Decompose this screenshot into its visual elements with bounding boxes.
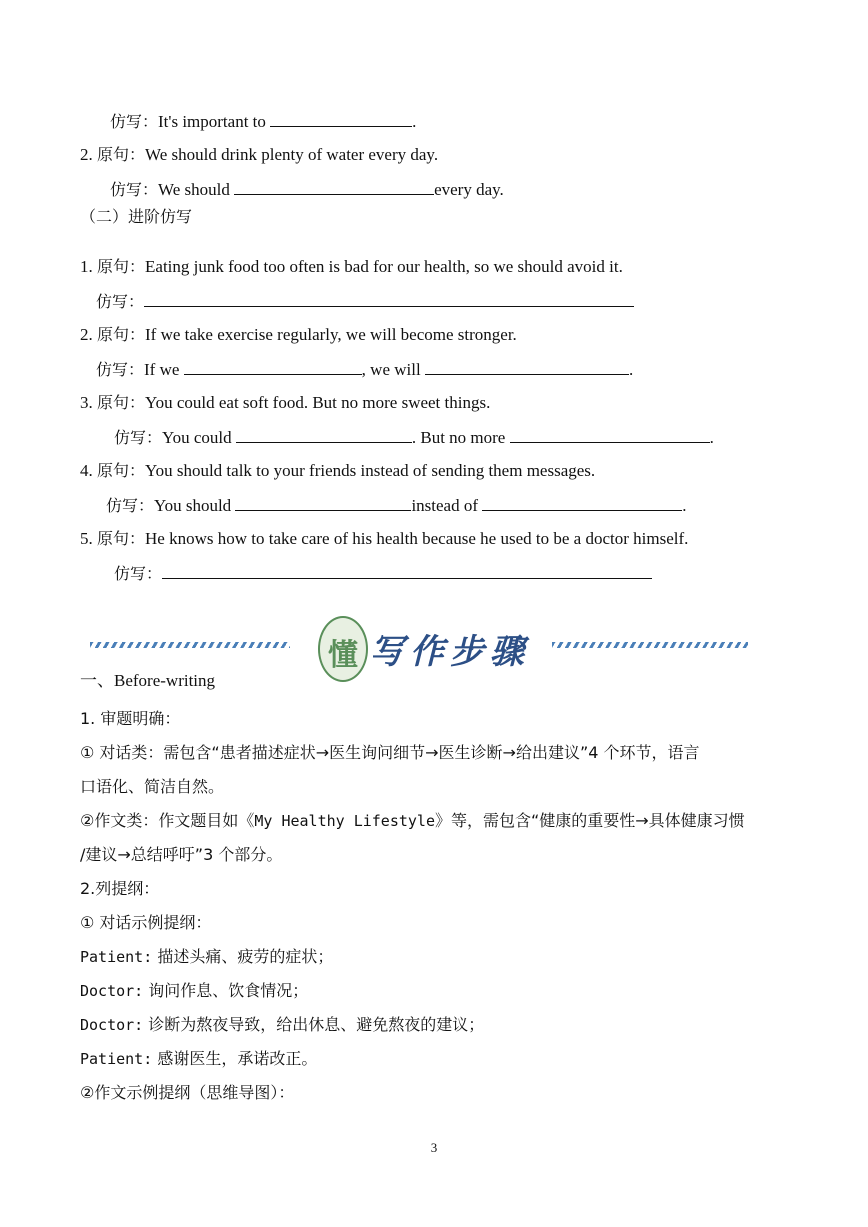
answer-blank[interactable]	[234, 178, 434, 195]
answer-blank[interactable]	[270, 110, 412, 127]
essay-requirement: ②作文类：作文题目如《My Healthy Lifestyle》等，需包含“健康的重要性→具体健康习惯	[80, 811, 745, 830]
imitation-row: 仿写：We should every day.	[110, 180, 504, 199]
answer-blank[interactable]	[235, 494, 411, 511]
page-number: 3	[430, 1140, 438, 1155]
answer-blank[interactable]	[482, 494, 682, 511]
original-sentence: 1. 原句：Eating junk food too often is bad for our health, so we should avoid it.	[80, 257, 623, 276]
dialogue-outline-heading: ① 对话示例提纲：	[80, 913, 212, 932]
answer-blank[interactable]	[162, 562, 652, 579]
outline-line: Doctor: 询问作息、饮食情况；	[80, 981, 309, 1000]
imitation-row: 仿写：You should instead of .	[106, 496, 687, 515]
banner-badge	[318, 616, 368, 682]
badge-char: 懂	[328, 638, 358, 673]
banner-title: 写作步骤	[370, 632, 530, 672]
dialogue-requirement: ① 对话类：需包含“患者描述症状→医生询问细节→医生诊断→给出建议”4 个环节，语言	[80, 743, 700, 762]
original-sentence: 2. 原句：If we take exercise regularly, we will become stronger.	[80, 325, 517, 344]
original-sentence: 2. 原句：We should drink plenty of water every day.	[80, 145, 439, 164]
imitation-row: 仿写：	[96, 290, 634, 313]
essay-outline-heading: ②作文示例提纲（思维导图）：	[80, 1083, 295, 1102]
original-sentence: 4. 原句：You should talk to your friends instead of sending them messages.	[80, 461, 596, 480]
answer-blank[interactable]	[236, 426, 412, 443]
banner-stripe-right	[552, 642, 748, 648]
banner-stripe-left	[90, 642, 290, 648]
answer-blank[interactable]	[184, 358, 362, 375]
step-1: 1. 审题明确：	[80, 709, 181, 728]
outline-line: Doctor: 诊断为熬夜导致，给出休息、避免熬夜的建议；	[80, 1015, 485, 1034]
answer-blank[interactable]	[425, 358, 629, 375]
dialogue-requirement-cont: 口语化、简洁自然。	[80, 777, 225, 796]
step-2: 2.列提纲：	[80, 879, 160, 898]
essay-requirement-cont: /建议→总结呼吁”3 个部分。	[80, 845, 283, 864]
original-sentence: 5. 原句：He knows how to take care of his health because he used to be a doctor himself.	[80, 529, 689, 548]
imitation-row: 仿写：You could . But no more .	[114, 428, 714, 447]
original-sentence: 3. 原句：You could eat soft food. But no more sweet things.	[80, 393, 491, 412]
imitation-row: 仿写：	[114, 562, 652, 585]
imitation-row: 仿写：It's important to .	[110, 112, 417, 131]
outline-line: Patient: 感谢医生，承诺改正。	[80, 1049, 318, 1068]
answer-blank[interactable]	[144, 290, 634, 307]
section-heading: （二）进阶仿写	[80, 207, 193, 226]
imitation-row: 仿写：If we , we will .	[96, 360, 634, 379]
section-title: 一、Before-writing	[80, 671, 216, 690]
imitation-label: 仿写：	[110, 112, 159, 131]
answer-blank[interactable]	[510, 426, 710, 443]
outline-line: Patient: 描述头痛、疲劳的症状；	[80, 947, 334, 966]
